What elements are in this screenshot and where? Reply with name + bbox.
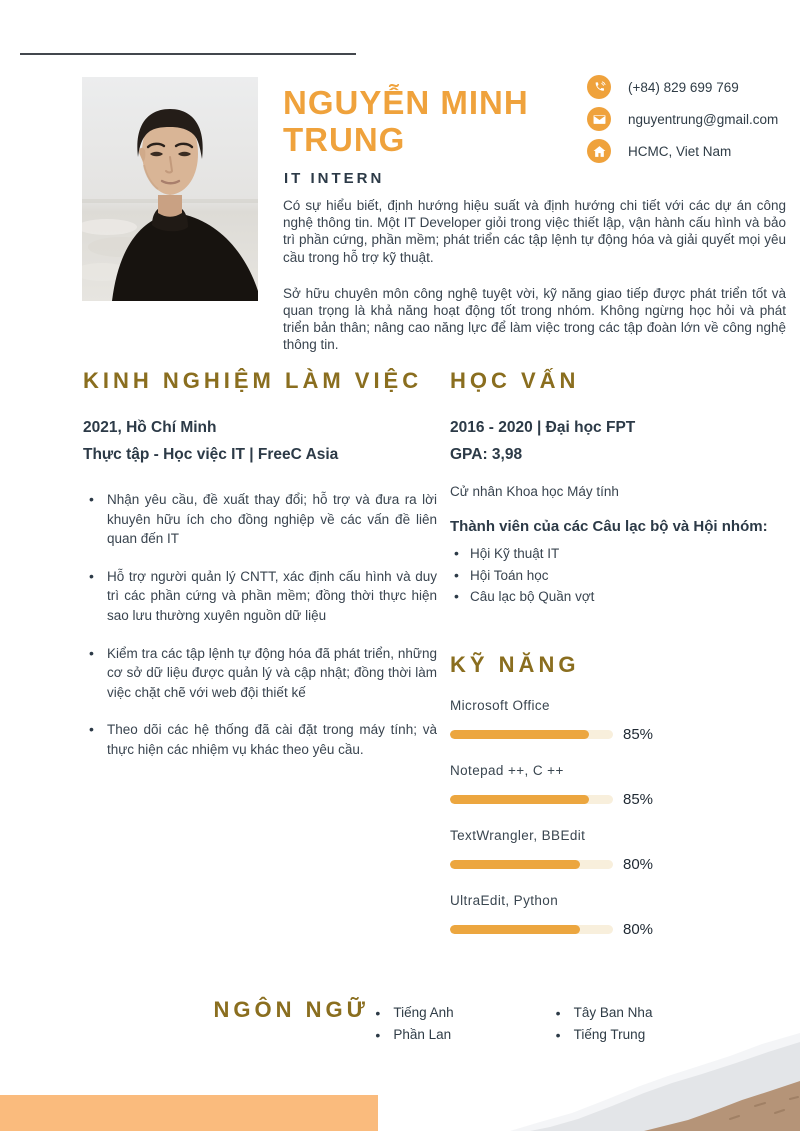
experience-bullet: • Theo dõi các hệ thống đã cài đặt trong máy tính; và thực hiện các nhiệm vụ khác theo yêu cầu. [83, 720, 437, 759]
job-title: IT INTERN [284, 170, 385, 187]
club-item: • Hội Kỹ thuật IT [450, 543, 786, 565]
club-item: • Hội Toán học [450, 565, 786, 587]
education-period-block [450, 414, 786, 468]
skill-item [450, 828, 786, 873]
skill-item [450, 763, 786, 808]
experience-section [83, 368, 437, 778]
skill-percent: 85% [623, 726, 654, 743]
footer-accent-bar [0, 1095, 378, 1131]
contact-email-row [587, 107, 778, 131]
experience-role: Thực tập - Học việc IT | FreeC Asia [83, 446, 339, 463]
skill-bar-fill [450, 860, 580, 869]
club-item: • Câu lạc bộ Quần vợt [450, 586, 786, 608]
skill-bar-row [450, 921, 786, 938]
name-line-2: TRUNG [283, 121, 406, 158]
contact-block [587, 75, 778, 171]
language-item: • Tiếng Anh [373, 1002, 453, 1024]
profile-photo [82, 77, 258, 301]
skill-item [450, 698, 786, 743]
experience-bullet: • Nhận yêu cầu, đề xuất thay đổi; hỗ trợ và đưa ra lời khuyên hữu ích cho đồng nghiệp về các vấn đề liên quan đến IT [83, 490, 437, 549]
skill-bar-track [450, 860, 613, 869]
profile-summary [283, 197, 786, 354]
skill-item [450, 893, 786, 938]
skill-name: UltraEdit, Python [450, 893, 559, 908]
skill-bar-track [450, 925, 613, 934]
languages-heading: NGÔN NGỮ [213, 997, 369, 1022]
languages-column-1 [373, 1002, 453, 1046]
experience-heading: KINH NGHIỆM LÀM VIỆC [83, 368, 423, 393]
skills-heading: KỸ NĂNG [450, 652, 580, 677]
skill-percent: 80% [623, 921, 654, 938]
skill-bar-row [450, 856, 786, 873]
experience-bullet: • Kiểm tra các tập lệnh tự động hóa đã phát triển, những cơ sở dữ liệu được quản lý và cập nhật; đồng thời làm việc chặt chẽ với web đội thiết kế [83, 644, 437, 703]
language-item: • Tây Ban Nha [554, 1002, 653, 1024]
experience-subheading [83, 414, 437, 468]
name-line-1: NGUYỄN MINH [283, 84, 529, 121]
experience-bullet: • Hỗ trợ người quản lý CNTT, xác định cấu hình và duy trì các phần cứng và phần mềm; đồng thời thực hiện sao lưu thường xuyên nguồn dữ liệu [83, 567, 437, 626]
skill-bar-row [450, 791, 786, 808]
skill-bar-fill [450, 730, 589, 739]
skill-name: Notepad ++, C ++ [450, 763, 564, 778]
clubs-heading: Thành viên của các Câu lạc bộ và Hội nhóm: [450, 518, 768, 535]
education-period-school: 2016 - 2020 | Đại học FPT [450, 419, 636, 436]
torn-paper-decoration [500, 1021, 800, 1131]
home-icon [587, 139, 611, 163]
skills-section [450, 652, 786, 938]
language-item: • Phần Lan [373, 1024, 453, 1046]
education-heading: HỌC VẤN [450, 368, 580, 393]
education-degree: Cử nhân Khoa học Máy tính [450, 484, 619, 499]
contact-location-row [587, 139, 778, 163]
skill-bar-fill [450, 925, 580, 934]
education-section [450, 368, 786, 608]
location-text: HCMC, Viet Nam [628, 143, 732, 159]
skill-bar-track [450, 730, 613, 739]
skill-percent: 85% [623, 791, 654, 808]
phone-number: (+84) 829 699 769 [628, 79, 739, 95]
education-gpa: GPA: 3,98 [450, 446, 523, 463]
phone-icon [587, 75, 611, 99]
summary-paragraph-1: Có sự hiểu biết, định hướng hiệu suất và định hướng chi tiết với các dự án công nghệ thông tin. Một IT Developer giỏi trong việc thiết lập, vận hành cấu hình và bảo trì phần cứng, phần mềm; phát triển các tập lệnh tự động hóa và giải quyết mọi yêu cầu trong hỗ trợ kỹ thuật. [283, 198, 786, 265]
top-divider [20, 53, 356, 55]
skill-percent: 80% [623, 856, 654, 873]
skill-bar-fill [450, 795, 589, 804]
candidate-name [283, 84, 529, 158]
skill-name: TextWrangler, BBEdit [450, 828, 586, 843]
skill-name: Microsoft Office [450, 698, 550, 713]
language-item: • Tiếng Trung [554, 1024, 653, 1046]
skill-bar-track [450, 795, 613, 804]
summary-paragraph-2: Sở hữu chuyên môn công nghệ tuyệt vời, kỹ năng giao tiếp được phát triển tốt và quan trọng là khả năng hoạt động tốt trong nhóm. Không ngừng học hỏi và phát triển bản thân; nâng cao năng lực để làm việc trong các tập đoàn lớn về công nghệ thông tin. [283, 285, 786, 353]
portrait-illustration [82, 77, 258, 301]
clubs-list [450, 543, 786, 608]
email-icon [587, 107, 611, 131]
experience-bullet-list [83, 490, 437, 760]
email-address: nguyentrung@gmail.com [628, 111, 779, 127]
contact-phone-row [587, 75, 778, 99]
experience-date-location: 2021, Hồ Chí Minh [83, 419, 217, 436]
skill-bar-row [450, 726, 786, 743]
